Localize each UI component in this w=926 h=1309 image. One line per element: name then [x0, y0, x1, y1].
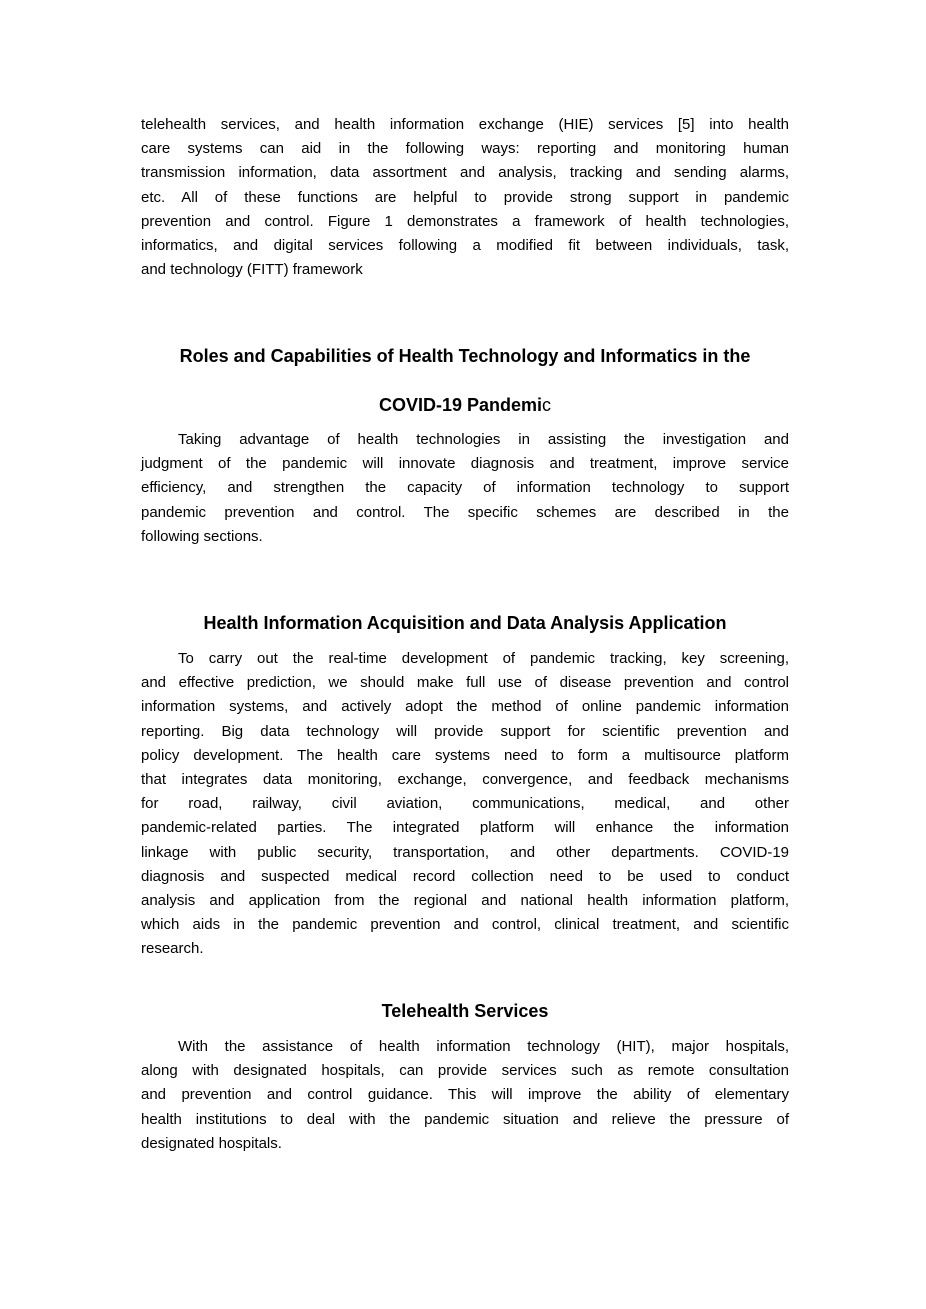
- section-heading-acquisition: Health Information Acquisition and Data Analysis Application: [203, 613, 727, 633]
- text-line: along with designated hospitals, can provide services such as remote consultation: [141, 1062, 789, 1080]
- text-line: pandemic prevention and control. The specific schemes are described in the: [141, 503, 789, 521]
- text-line: which aids in the pandemic prevention and control, clinical treatment, and scientific: [141, 916, 789, 934]
- text-line: care systems can aid in the following ways: reporting and monitoring human: [141, 140, 789, 158]
- text-line: To carry out the real-time development of pandemic tracking, key screening,: [178, 650, 789, 667]
- text-line: telehealth services, and health information exchange (HIE) services [5] into health: [141, 116, 789, 133]
- text-line: information systems, and actively adopt the method of online pandemic information: [141, 698, 789, 716]
- text-line: Taking advantage of health technologies in assisting the investigation and: [178, 431, 789, 448]
- text-line: etc. All of these functions are helpful to provide strong support in pandemic: [141, 188, 789, 206]
- text-line: that integrates data monitoring, exchange, convergence, and feedback mechanisms: [141, 770, 789, 788]
- heading-text-tail: c: [542, 395, 552, 415]
- text-line: judgment of the pandemic will innovate diagnosis and treatment, improve service: [141, 455, 789, 473]
- text-line: pandemic-related parties. The integrated platform will enhance the information: [141, 819, 789, 837]
- text-line: analysis and application from the regional and national health information platform,: [141, 891, 789, 909]
- text-line: policy development. The health care systems need to form a multisource platform: [141, 746, 789, 764]
- text-line: transmission information, data assortment and analysis, tracking and sending alarms,: [141, 164, 789, 182]
- heading-text: COVID-19 Pandemi: [378, 395, 543, 415]
- section-heading-roles: Roles and Capabilities of Health Technology and Informatics in the: [179, 346, 751, 366]
- telehealth-paragraph: [141, 1035, 789, 1156]
- text-line: and technology (FITT) framework: [141, 261, 363, 279]
- text-line: designated hospitals.: [141, 1134, 282, 1152]
- text-line: diagnosis and suspected medical record collection need to be used to conduct: [141, 867, 789, 885]
- text-line: following sections.: [141, 527, 263, 545]
- text-line: and effective prediction, we should make full use of disease prevention and control: [141, 674, 789, 692]
- text-line: health institutions to deal with the pandemic situation and relieve the pressure of: [141, 1110, 789, 1128]
- roles-paragraph: [141, 428, 789, 549]
- section-heading-roles-line2: [141, 393, 789, 417]
- text-line: informatics, and digital services following a modified fit between individuals, task,: [141, 236, 789, 254]
- text-line: efficiency, and strengthen the capacity of information technology to support: [141, 479, 789, 497]
- text-line: research.: [141, 940, 204, 958]
- text-line: for road, railway, civil aviation, communications, medical, and other: [141, 795, 789, 813]
- text-line: reporting. Big data technology will provide support for scientific prevention and: [141, 722, 789, 740]
- text-line: and prevention and control guidance. This will improve the ability of elementary: [141, 1086, 789, 1104]
- intro-paragraph: [141, 113, 789, 282]
- acquisition-paragraph: [141, 647, 789, 961]
- section-heading-telehealth: Telehealth Services: [381, 1001, 549, 1021]
- text-line: linkage with public security, transportation, and other departments. COVID-19: [141, 843, 789, 861]
- text-line: With the assistance of health information technology (HIT), major hospitals,: [178, 1038, 789, 1055]
- text-line: prevention and control. Figure 1 demonstrates a framework of health technologies,: [141, 212, 789, 230]
